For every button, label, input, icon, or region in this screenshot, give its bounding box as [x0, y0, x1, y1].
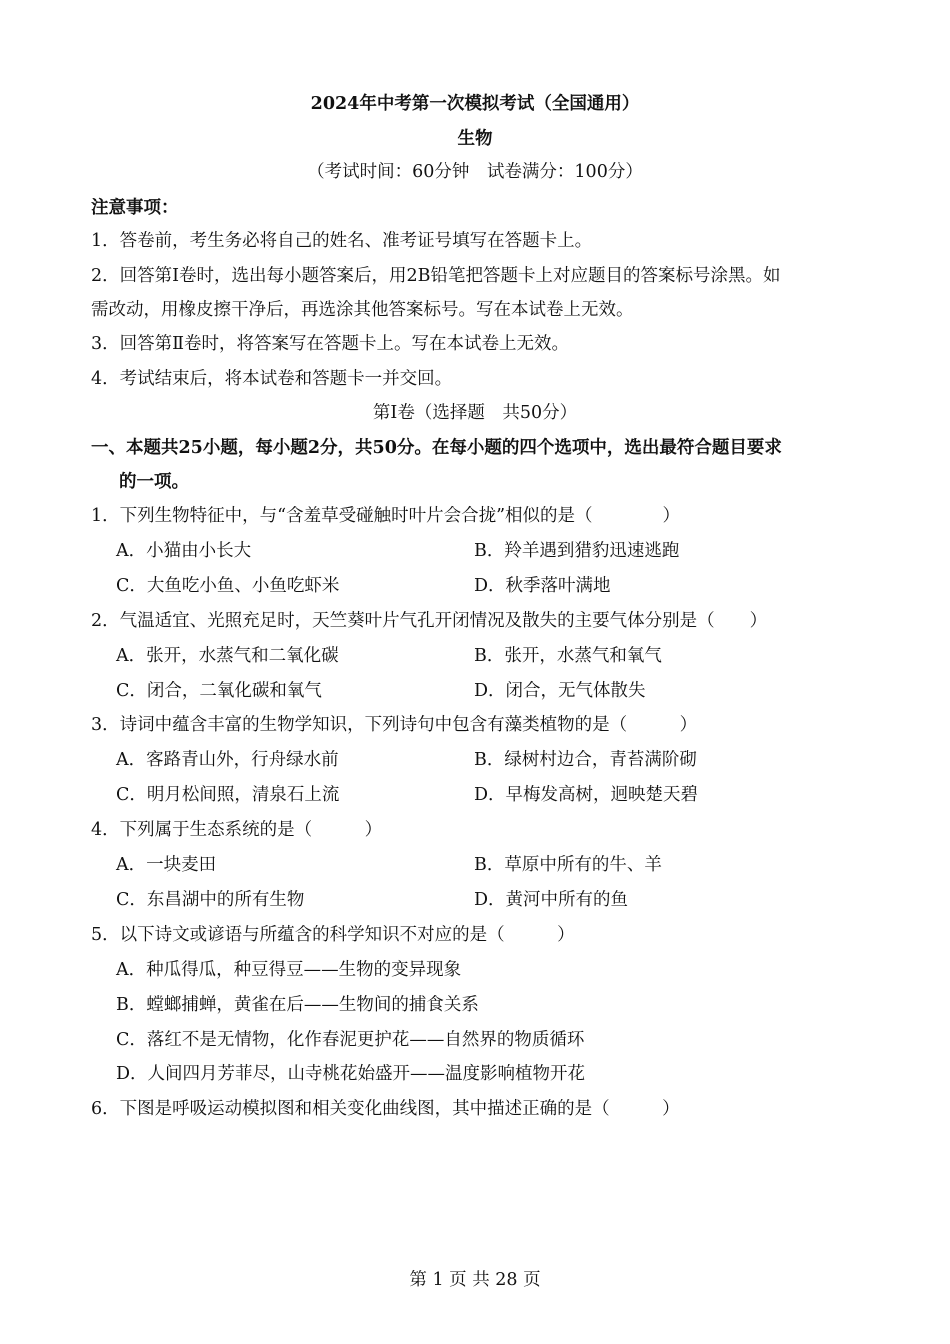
- notice-item: 2．回答第Ⅰ卷时，选出每小题答案后，用2B铅笔把答题卡上对应题目的答案标号涂黑。如: [91, 266, 781, 286]
- section-title: 第Ⅰ卷（选择题 共50分）: [372, 403, 578, 423]
- option-d[interactable]: D．闭合，无气体散失: [474, 681, 646, 701]
- question-stem: 5．以下诗文或谚语与所蕴含的科学知识不对应的是（ ）: [91, 925, 575, 945]
- page-number: 第 1 页 共 28 页: [409, 1270, 541, 1290]
- option-c[interactable]: C．大鱼吃小鱼、小鱼吃虾米: [116, 576, 340, 596]
- option-d[interactable]: D．早梅发高树，迥映楚天碧: [474, 785, 699, 805]
- option-b[interactable]: B．张开，水蒸气和氧气: [474, 646, 662, 666]
- subject-title: 生物: [457, 129, 493, 149]
- exam-title: 2024年中考第一次模拟考试（全国通用）: [310, 94, 640, 114]
- option-b[interactable]: B．绿树村边合，青苔满阶砌: [474, 750, 697, 770]
- exam-info: （考试时间：60分钟 试卷满分：100分）: [307, 162, 643, 182]
- option-a[interactable]: A．客路青山外，行舟绿水前: [116, 750, 339, 770]
- option-d[interactable]: D．秋季落叶满地: [474, 576, 611, 596]
- option-c[interactable]: C．东昌湖中的所有生物: [116, 890, 305, 910]
- notice-item: 1．答卷前，考生务必将自己的姓名、准考证号填写在答题卡上。: [91, 231, 593, 251]
- option-b[interactable]: B．羚羊遇到猎豹迅速逃跑: [474, 541, 680, 561]
- option-a[interactable]: A．小猫由小长大: [116, 541, 252, 561]
- option-d[interactable]: D．黄河中所有的鱼: [474, 890, 629, 910]
- option-b[interactable]: B．草原中所有的牛、羊: [474, 855, 662, 875]
- option-d[interactable]: D．人间四月芳菲尽，山寺桃花始盛开——温度影响植物开花: [116, 1064, 586, 1084]
- option-a[interactable]: A．一块麦田: [116, 855, 217, 875]
- option-a[interactable]: A．种瓜得瓜，种豆得豆——生物的变异现象: [116, 960, 462, 980]
- notice-heading: 注意事项：: [91, 198, 179, 218]
- option-b[interactable]: B．螳螂捕蝉，黄雀在后——生物间的捕食关系: [116, 995, 479, 1015]
- notice-item: 3．回答第Ⅱ卷时，将答案写在答题卡上。写在本试卷上无效。: [91, 334, 570, 354]
- section-instruction-continued: 的一项。: [119, 472, 189, 492]
- question-stem: 4．下列属于生态系统的是（ ）: [91, 820, 383, 840]
- question-stem: 2．气温适宜、光照充足时，天竺葵叶片气孔开闭情况及散失的主要气体分别是（ ）: [91, 611, 768, 631]
- section-instruction: 一、本题共25小题，每小题2分，共50分。在每小题的四个选项中，选出最符合题目要求: [91, 438, 782, 458]
- option-c[interactable]: C．落红不是无情物，化作春泥更护花——自然界的物质循环: [116, 1030, 585, 1050]
- notice-item-continued: 需改动，用橡皮擦干净后，再选涂其他答案标号。写在本试卷上无效。: [91, 300, 634, 320]
- option-c[interactable]: C．闭合，二氧化碳和氧气: [116, 681, 322, 701]
- notice-item: 4．考试结束后，将本试卷和答题卡一并交回。: [91, 369, 453, 389]
- option-c[interactable]: C．明月松间照，清泉石上流: [116, 785, 340, 805]
- question-stem: 1．下列生物特征中，与“含羞草受碰触时叶片会合拢”相似的是（ ）: [91, 506, 681, 526]
- question-stem: 6．下图是呼吸运动模拟图和相关变化曲线图，其中描述正确的是（ ）: [91, 1099, 680, 1119]
- option-a[interactable]: A．张开，水蒸气和二氧化碳: [116, 646, 339, 666]
- question-stem: 3．诗词中蕴含丰富的生物学知识，下列诗句中包含有藻类植物的是（ ）: [91, 715, 698, 735]
